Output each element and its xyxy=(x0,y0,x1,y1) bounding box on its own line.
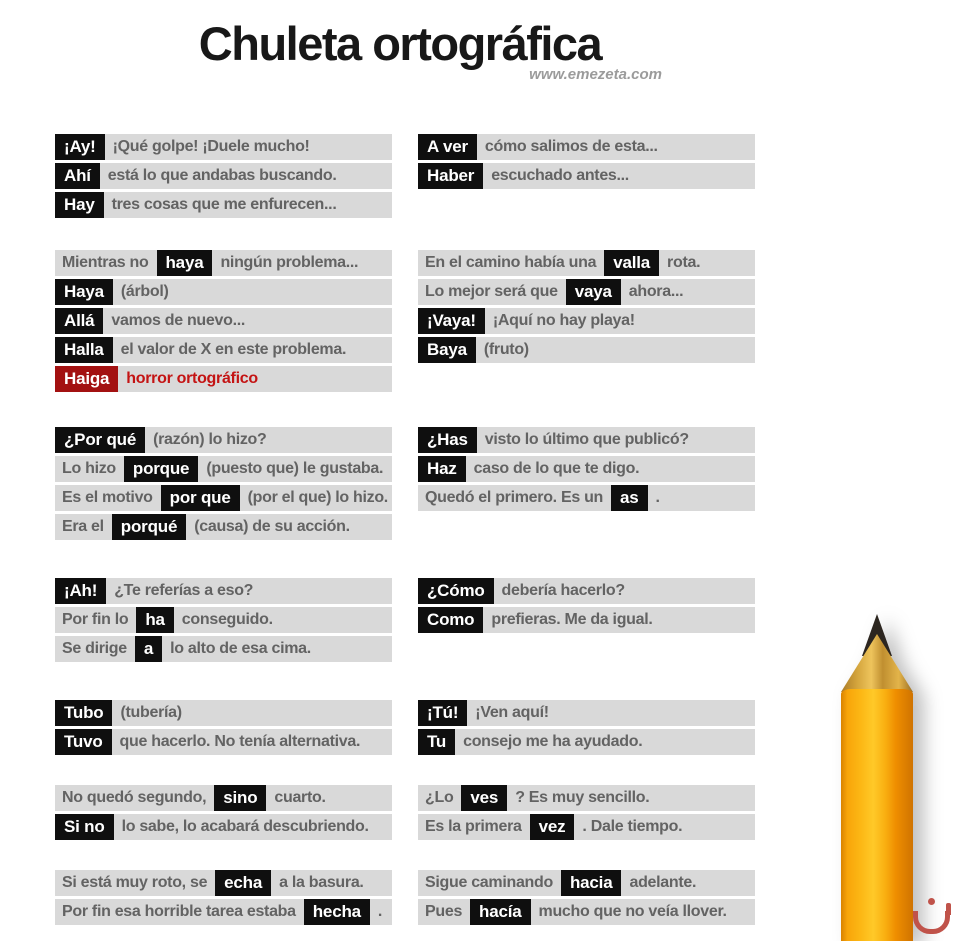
example-row xyxy=(418,870,755,896)
example-text: prefieras. Me da igual. xyxy=(491,611,653,628)
example-text: (puesto que) le gustaba. xyxy=(206,460,384,477)
emezeta-logo-icon xyxy=(913,898,951,935)
website-credit: www.emezeta.com xyxy=(529,65,662,83)
example-text: caso de lo que te digo. xyxy=(473,460,640,477)
logo-bowl xyxy=(913,911,950,934)
example-text: está lo que andabas buscando. xyxy=(107,167,337,184)
highlighted-word: sino xyxy=(214,785,266,811)
example-row xyxy=(418,814,755,840)
highlighted-word: haya xyxy=(157,250,213,276)
rule-block xyxy=(418,700,755,758)
highlighted-word: porque xyxy=(124,456,198,482)
example-text: (razón) lo hizo? xyxy=(153,431,267,448)
example-text: visto lo último que publicó? xyxy=(484,431,689,448)
pencil-body xyxy=(841,689,913,941)
example-row xyxy=(418,729,755,755)
highlighted-word: Haiga xyxy=(55,366,118,392)
example-text: (árbol) xyxy=(120,283,169,300)
example-row xyxy=(418,899,755,925)
rule-block xyxy=(418,427,755,514)
example-text: consejo me ha ayudado. xyxy=(463,733,643,750)
highlighted-word: porqué xyxy=(112,514,186,540)
highlighted-word: A ver xyxy=(418,134,477,160)
example-text: (por el que) lo hizo. xyxy=(247,489,388,506)
example-text: que hacerlo. No tenía alternativa. xyxy=(119,733,361,750)
example-text: . xyxy=(377,903,383,920)
example-text: Es el motivo xyxy=(62,489,153,506)
example-row xyxy=(418,578,755,604)
highlighted-word: ¡Ay! xyxy=(55,134,105,160)
rule-block xyxy=(418,785,755,843)
example-text: . xyxy=(655,489,660,506)
example-text: ningún problema... xyxy=(220,254,359,271)
example-row xyxy=(55,485,392,511)
highlighted-word: ¡Tú! xyxy=(418,700,467,726)
example-text: No quedó segundo, xyxy=(62,789,207,806)
example-row xyxy=(55,308,392,334)
example-text: ¿Te referías a eso? xyxy=(114,582,254,599)
example-text: vamos de nuevo... xyxy=(111,312,246,329)
example-text: Es la primera xyxy=(425,818,522,835)
rule-block xyxy=(55,870,392,928)
example-text: adelante. xyxy=(629,874,697,891)
highlighted-word: echa xyxy=(215,870,271,896)
example-row xyxy=(418,279,755,305)
example-text: En el camino había una xyxy=(425,254,597,271)
highlighted-word: ¿Por qué xyxy=(55,427,145,453)
highlighted-word: Haz xyxy=(418,456,466,482)
example-text: (tubería) xyxy=(120,704,182,721)
example-row xyxy=(55,814,392,840)
rule-block xyxy=(55,134,392,221)
example-row xyxy=(418,785,755,811)
highlighted-word: Hay xyxy=(55,192,104,218)
example-row xyxy=(418,134,755,160)
pencil-icon xyxy=(841,614,913,941)
example-row xyxy=(55,514,392,540)
example-text: rota. xyxy=(667,254,701,271)
rule-block xyxy=(55,785,392,843)
example-row xyxy=(55,607,392,633)
example-row xyxy=(418,700,755,726)
example-text: ¡Aquí no hay playa! xyxy=(492,312,635,329)
example-row xyxy=(418,250,755,276)
highlighted-word: ¡Ah! xyxy=(55,578,106,604)
example-text: Pues xyxy=(425,903,463,920)
highlighted-word: Halla xyxy=(55,337,113,363)
example-row xyxy=(418,337,755,363)
column-left xyxy=(55,0,392,941)
example-row xyxy=(418,456,755,482)
rule-block xyxy=(418,578,755,636)
highlighted-word: Haber xyxy=(418,163,483,189)
example-text: Lo hizo xyxy=(62,460,116,477)
example-row xyxy=(55,163,392,189)
example-text: Si está muy roto, se xyxy=(62,874,208,891)
highlighted-word: Baya xyxy=(418,337,476,363)
example-text: ahora... xyxy=(628,283,684,300)
highlighted-word: Haya xyxy=(55,279,113,305)
rule-block xyxy=(55,427,392,543)
highlighted-word: ves xyxy=(461,785,507,811)
example-text: (causa) de su acción. xyxy=(194,518,350,535)
rule-block xyxy=(55,578,392,665)
example-row xyxy=(418,485,755,511)
example-row xyxy=(55,337,392,363)
example-text: el valor de X en este problema. xyxy=(120,341,347,358)
highlighted-word: hecha xyxy=(304,899,370,925)
example-row xyxy=(55,456,392,482)
rule-block xyxy=(418,250,755,366)
example-text: Por fin lo xyxy=(62,611,129,628)
example-row xyxy=(55,899,392,925)
highlighted-word: vaya xyxy=(566,279,621,305)
pencil-wood-cone xyxy=(841,634,913,692)
example-row xyxy=(55,636,392,662)
example-text: Sigue caminando xyxy=(425,874,553,891)
example-text: (fruto) xyxy=(483,341,529,358)
example-text: ¡Ven aquí! xyxy=(475,704,549,721)
rule-block xyxy=(55,700,392,758)
highlighted-word: ¿Cómo xyxy=(418,578,494,604)
logo-dot xyxy=(928,898,935,905)
rule-block xyxy=(55,250,392,395)
example-row xyxy=(55,700,392,726)
highlighted-word: Si no xyxy=(55,814,114,840)
highlighted-word: ha xyxy=(136,607,173,633)
highlighted-word: a xyxy=(135,636,162,662)
highlighted-word: ¿Has xyxy=(418,427,477,453)
example-text: ¿Lo xyxy=(425,789,454,806)
example-row xyxy=(55,578,392,604)
example-text: a la basura. xyxy=(279,874,364,891)
highlighted-word: hacia xyxy=(561,870,621,896)
highlighted-word: Como xyxy=(418,607,483,633)
example-text: cómo salimos de esta... xyxy=(484,138,658,155)
example-row xyxy=(418,308,755,334)
highlighted-word: as xyxy=(611,485,648,511)
example-row xyxy=(55,250,392,276)
example-text: Se dirige xyxy=(62,640,127,657)
example-text: Mientras no xyxy=(62,254,149,271)
example-text: . Dale tiempo. xyxy=(582,818,683,835)
example-text: ? Es muy sencillo. xyxy=(515,789,650,806)
example-text: escuchado antes... xyxy=(491,167,629,184)
example-row xyxy=(55,279,392,305)
highlighted-word: hacía xyxy=(470,899,530,925)
highlighted-word: Ahí xyxy=(55,163,100,189)
highlighted-word: Allá xyxy=(55,308,103,334)
page-title: Chuleta ortográfica xyxy=(198,17,602,70)
example-row xyxy=(55,192,392,218)
example-text: Por fin esa horrible tarea estaba xyxy=(62,903,296,920)
example-text: tres cosas que me enfurecen... xyxy=(111,196,337,213)
example-text: Era el xyxy=(62,518,104,535)
highlighted-word: Tu xyxy=(418,729,455,755)
example-row xyxy=(55,870,392,896)
example-text: horror ortográfico xyxy=(126,370,258,387)
highlighted-word: Tubo xyxy=(55,700,112,726)
highlighted-word: ¡Vaya! xyxy=(418,308,485,334)
example-row xyxy=(418,607,755,633)
example-text: lo alto de esa cima. xyxy=(170,640,311,657)
example-text: lo sabe, lo acabará descubriendo. xyxy=(121,818,369,835)
example-row xyxy=(55,785,392,811)
highlighted-word: vez xyxy=(530,814,575,840)
example-text: debería hacerlo? xyxy=(501,582,625,599)
example-row xyxy=(55,427,392,453)
example-text: Lo mejor será que xyxy=(425,283,558,300)
rule-block xyxy=(418,870,755,928)
highlighted-word: por que xyxy=(161,485,240,511)
column-right xyxy=(418,0,755,941)
example-text: Quedó el primero. Es un xyxy=(425,489,604,506)
highlighted-word: Tuvo xyxy=(55,729,112,755)
example-text: conseguido. xyxy=(181,611,273,628)
example-text: ¡Qué golpe! ¡Duele mucho! xyxy=(112,138,310,155)
example-row xyxy=(55,366,392,392)
example-row xyxy=(418,427,755,453)
example-row xyxy=(55,729,392,755)
example-text: mucho que no veía llover. xyxy=(538,903,727,920)
rule-block xyxy=(418,134,755,192)
example-text: cuarto. xyxy=(274,789,326,806)
example-row xyxy=(55,134,392,160)
highlighted-word: valla xyxy=(604,250,659,276)
example-row xyxy=(418,163,755,189)
